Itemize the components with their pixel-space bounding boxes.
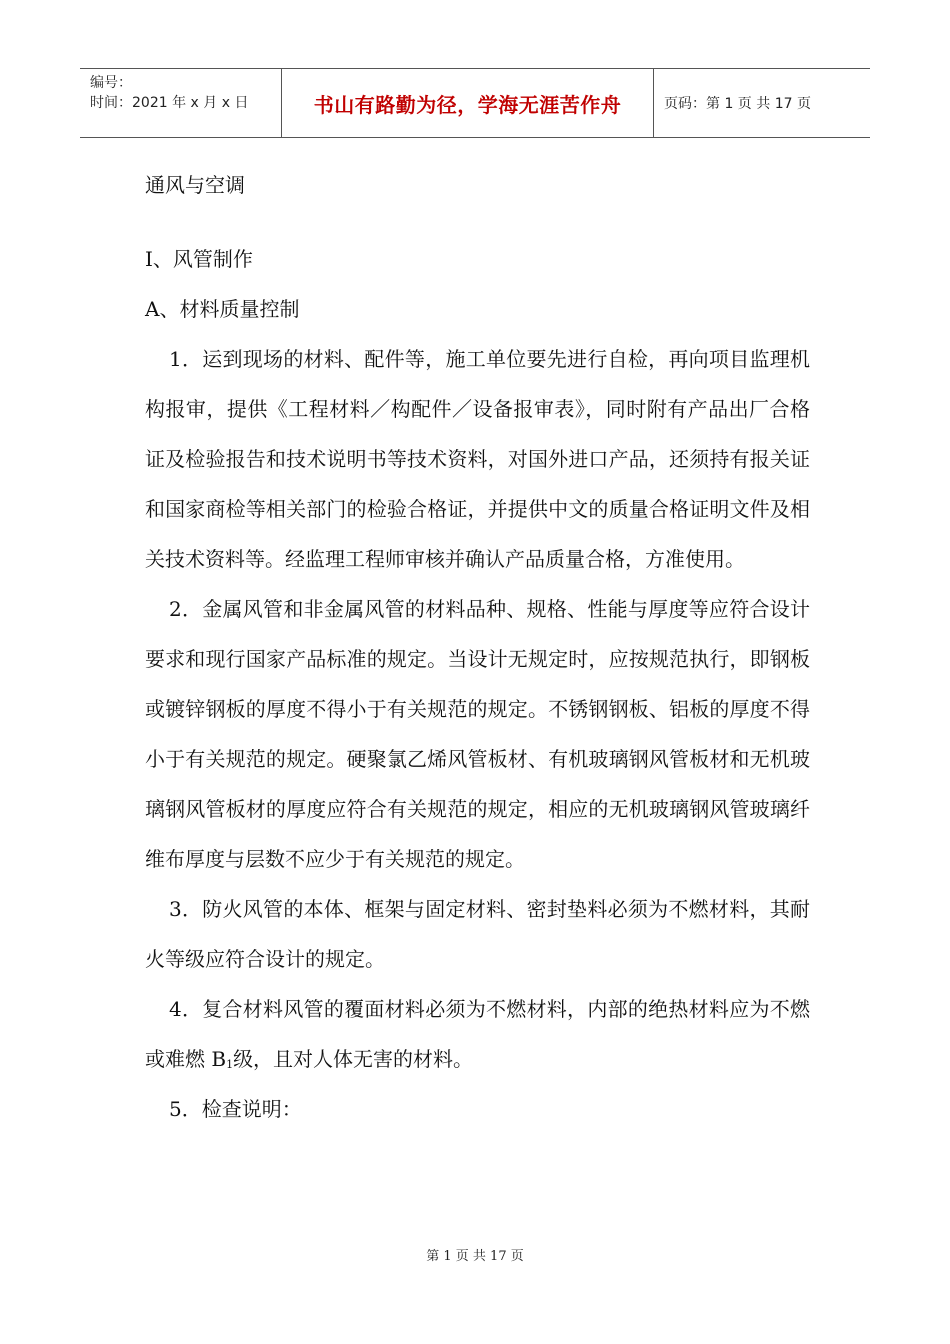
document-body: [145, 160, 810, 1134]
paragraph-5: 5．检查说明：: [169, 1097, 302, 1121]
header-info-cell: [80, 69, 281, 137]
paragraph-4-part-a: 4．复合材料风管的覆面材料必须为不燃材料，内部的绝热材料应为不燃或难燃 B: [145, 997, 810, 1071]
header-page-cell: [654, 69, 870, 137]
number-label: 编号：: [90, 75, 132, 91]
paragraph-4: [145, 984, 810, 1084]
page-footer: 第 1 页 共 17 页: [426, 1249, 524, 1264]
paragraph-4-part-b: 级，且对人体无害的材料。: [233, 1047, 474, 1071]
header-motto: 书山有路勤为径，学海无涯苦作舟: [313, 92, 622, 117]
paragraph-2: 2．金属风管和非金属风管的材料品种、规格、性能与厚度等应符合设计要求和现行国家产品标准的规定。当设计无规定时，应按规范执行，即钢板或镀锌钢板的厚度不得小于有关规范的规定。不锈钢钢板、铝板的厚度不得小于有关规范的规定。硬聚氯乙烯风管板材、有机玻璃钢风管板材和无机玻璃钢风管板材的厚度应符合有关规范的规定，相应的无机玻璃钢风管玻璃纤维布厚度与层数不应少于有关规范的规定。: [145, 597, 810, 871]
document-header: [80, 68, 870, 138]
time-label: 时间：2021 年 x 月 x 日: [90, 95, 249, 111]
header-page-label: 页码：第 1 页 共 17 页: [664, 96, 811, 112]
subsection-heading: A、材料质量控制: [145, 297, 300, 321]
document-title: 通风与空调: [145, 173, 245, 197]
paragraph-1: 1．运到现场的材料、配件等，施工单位要先进行自检，再向项目监理机构报审，提供《工程材料／构配件／设备报审表》，同时附有产品出厂合格证及检验报告和技术说明书等技术资料，对国外进口产品，还须持有报关证和国家商检等相关部门的检验合格证，并提供中文的质量合格证明文件及相关技术资料等。经监理工程师审核并确认产品质量合格，方准使用。: [145, 347, 810, 571]
section-heading: Ⅰ、风管制作: [145, 247, 253, 271]
paragraph-3: 3．防火风管的本体、框架与固定材料、密封垫料必须为不燃材料，其耐火等级应符合设计的规定。: [145, 897, 810, 971]
header-motto-cell: [281, 69, 654, 137]
paragraph-4-subscript: 1: [226, 1058, 234, 1071]
